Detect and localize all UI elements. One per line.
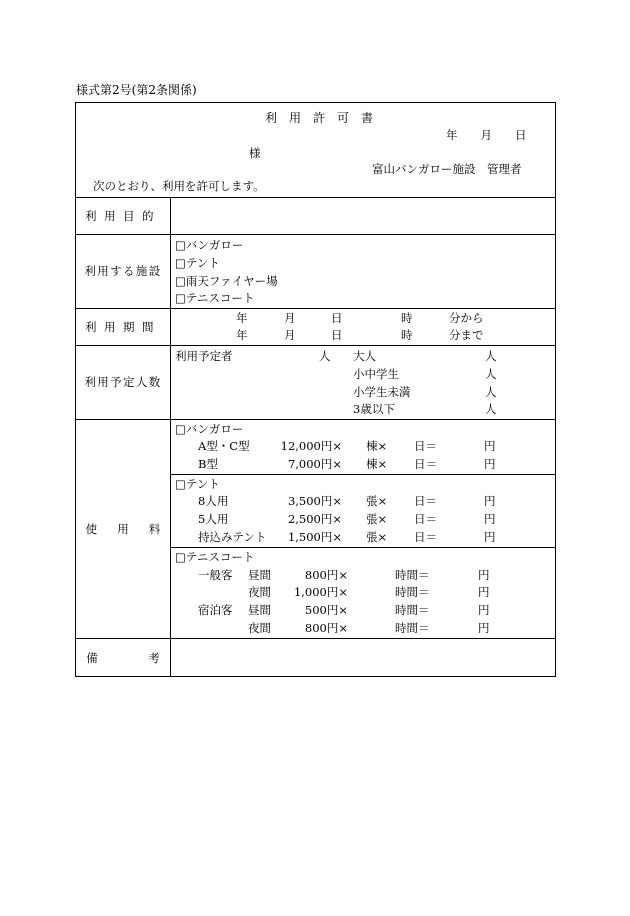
facilities-label-text: 利用する施設 [84, 264, 162, 278]
issue-date: 年 月 日 [446, 128, 527, 142]
headcount-label [76, 345, 170, 419]
fee-tennis-general-day-hours: 時間＝ [395, 568, 430, 582]
period-label [76, 308, 170, 345]
document-title: 利 用 許 可 書 [265, 111, 374, 125]
fee-tennis-general-night-yen: 円 [478, 585, 490, 599]
fee-bungalow-ac-yen: 円 [484, 439, 496, 453]
fee-bungalow-ac-price: 12,000円× [280, 439, 342, 453]
fee-tent-5-unit: 張× [366, 512, 388, 526]
fee-tennis-guest-night-price: 800円× [304, 621, 348, 635]
category-preschool: 小学生未満 [353, 385, 411, 399]
period-start-hour: 時 [401, 311, 413, 325]
fee-tennis-guest-night-time: 夜間 [248, 621, 271, 635]
fee-tennis-general-group: 一般客 [198, 568, 233, 582]
category-student: 小中学生 [353, 367, 399, 381]
period-label-text: 利用期間 [85, 319, 161, 334]
planned-user-unit: 人 [319, 349, 331, 363]
facility-option-tent[interactable]: □テント [175, 256, 220, 270]
fee-tent-5-name: 5人用 [198, 512, 229, 526]
fee-bungalow-ac-unit: 棟× [366, 439, 388, 453]
period-end-minute: 分まで [449, 328, 484, 342]
fee-tennis-guest-night-hours: 時間＝ [395, 621, 430, 635]
fee-tent-8-name: 8人用 [198, 494, 229, 508]
purpose-label [76, 197, 170, 234]
fee-tent-title[interactable]: □テント [175, 477, 220, 491]
fees-label [76, 419, 181, 638]
fee-bungalow-b-yen: 円 [484, 457, 496, 471]
remarks-label-text: 備考 [86, 650, 211, 665]
fee-tent-own-name: 持込みテント [198, 530, 267, 544]
fee-tent-8-unit: 張× [366, 494, 388, 508]
fee-tennis-guest-night-yen: 円 [478, 621, 490, 635]
fee-bungalow-b-price: 7,000円× [287, 457, 342, 471]
facilities-label [76, 234, 170, 308]
fee-tennis-general-night-hours: 時間＝ [395, 585, 430, 599]
fee-tent-own-days: 日＝ [414, 530, 437, 544]
category-infant-unit: 人 [485, 402, 497, 416]
fee-tennis-general-day-yen: 円 [478, 568, 490, 582]
period-start-day: 日 [331, 311, 343, 325]
fee-tennis-guest-day-hours: 時間＝ [395, 603, 430, 617]
category-adult: 大人 [353, 349, 376, 363]
fee-tent-8-price: 3,500円× [287, 494, 342, 508]
row-divider [170, 547, 556, 548]
period-start-month: 月 [284, 311, 296, 325]
period-start-year: 年 [236, 311, 248, 325]
issuer-name: 富山バンガロー施設 管理者 [372, 162, 522, 176]
category-preschool-unit: 人 [485, 385, 497, 399]
period-end-year: 年 [236, 328, 248, 342]
category-student-unit: 人 [485, 367, 497, 381]
fee-tent-8-yen: 円 [484, 494, 496, 508]
fee-bungalow-b-name: B型 [198, 457, 218, 471]
period-end-hour: 時 [401, 328, 413, 342]
fee-bungalow-title[interactable]: □バンガロー [175, 422, 244, 436]
fee-tent-8-days: 日＝ [414, 494, 437, 508]
period-start-minute: 分から [449, 311, 484, 325]
period-end-month: 月 [284, 328, 296, 342]
fee-tent-5-yen: 円 [484, 512, 496, 526]
column-divider [170, 197, 171, 677]
fee-tennis-guest-day-price: 500円× [304, 603, 348, 617]
row-divider [170, 474, 556, 475]
fee-tennis-guest-group: 宿泊客 [198, 603, 233, 617]
facility-option-tennis[interactable]: □テニスコート [175, 291, 255, 305]
fee-tennis-general-night-price: 1,000円× [293, 585, 348, 599]
fee-bungalow-b-unit: 棟× [366, 457, 388, 471]
category-infant: 3歳以下 [353, 402, 395, 416]
fee-bungalow-ac-name: A型・C型 [198, 439, 250, 453]
fee-tent-own-unit: 張× [366, 530, 388, 544]
fee-tennis-guest-day-time: 昼間 [248, 603, 271, 617]
category-adult-unit: 人 [485, 349, 497, 363]
form-number: 様式第2号(第2条関係) [76, 83, 197, 97]
fee-tennis-general-night-time: 夜間 [248, 585, 271, 599]
planned-user-label: 利用予定者 [175, 349, 233, 363]
fee-tennis-general-day-time: 昼間 [248, 568, 271, 582]
fee-tennis-guest-day-yen: 円 [478, 603, 490, 617]
facility-option-fire-site[interactable]: □雨天ファイヤー場 [175, 274, 278, 288]
fee-tent-5-price: 2,500円× [287, 512, 342, 526]
addressee-suffix: 様 [249, 146, 261, 160]
permit-statement: 次のとおり、利用を許可します。 [93, 179, 265, 193]
facility-option-bungalow[interactable]: □バンガロー [175, 238, 244, 252]
remarks-label [76, 638, 211, 677]
purpose-label-text: 利用目的 [85, 208, 161, 223]
fee-tennis-title[interactable]: □テニスコート [175, 550, 255, 564]
fee-bungalow-b-days: 日＝ [414, 457, 437, 471]
fee-tent-5-days: 日＝ [414, 512, 437, 526]
fee-tent-own-price: 1,500円× [287, 530, 342, 544]
fee-tennis-general-day-price: 800円× [304, 568, 348, 582]
headcount-label-text: 利用予定人数 [84, 375, 162, 389]
fee-bungalow-ac-days: 日＝ [414, 439, 437, 453]
fees-label-text: 使用料 [85, 521, 181, 536]
period-end-day: 日 [331, 328, 343, 342]
fee-tent-own-yen: 円 [484, 530, 496, 544]
